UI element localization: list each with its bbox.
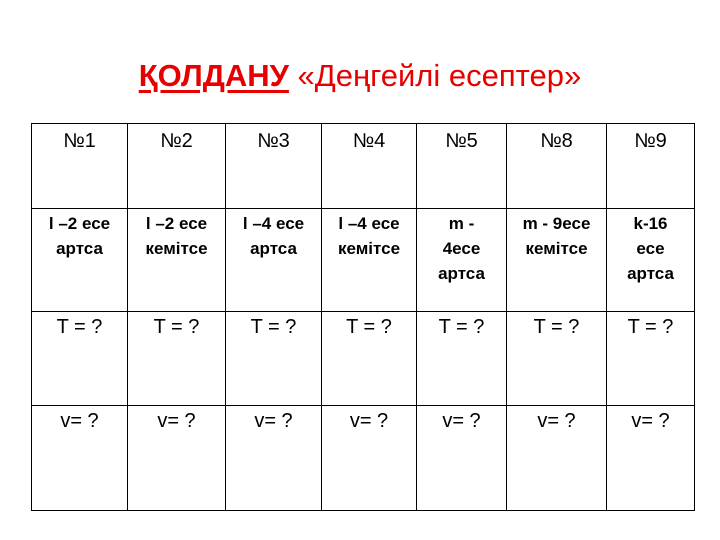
condition-line: l –2 есе	[48, 214, 111, 233]
velocity-cell: v= ?	[128, 406, 226, 511]
condition-line: артса	[56, 239, 103, 258]
period-cell: T = ?	[226, 312, 322, 406]
condition-line: l –4 есе	[242, 214, 305, 233]
velocity-cell: v= ?	[322, 406, 417, 511]
condition-line: l –4 есе	[338, 214, 400, 233]
condition-line: кемітсе	[525, 239, 588, 258]
condition-cell	[607, 209, 695, 312]
task-number-cell: №1	[32, 124, 128, 209]
condition-cell	[226, 209, 322, 312]
task-number-cell: №3	[226, 124, 322, 209]
condition-line: m -	[448, 214, 475, 233]
condition-line: артса	[627, 264, 674, 283]
condition-cell	[32, 209, 128, 312]
period-cell: T = ?	[322, 312, 417, 406]
condition-line: кемітсе	[145, 239, 208, 258]
task-number-cell: №2	[128, 124, 226, 209]
condition-line: артса	[438, 264, 485, 283]
velocity-cell: v= ?	[32, 406, 128, 511]
condition-line: кемітсе	[337, 239, 401, 258]
condition-cell	[417, 209, 507, 312]
task-number-row	[32, 124, 695, 209]
velocity-cell: v= ?	[507, 406, 607, 511]
condition-line: l –2 есе	[145, 214, 208, 233]
condition-cell	[322, 209, 417, 312]
period-cell: T = ?	[417, 312, 507, 406]
condition-cell	[507, 209, 607, 312]
condition-line: k-16	[633, 214, 668, 233]
period-cell: T = ?	[607, 312, 695, 406]
condition-line: артса	[250, 239, 297, 258]
condition-line: m - 9есе	[522, 214, 591, 233]
condition-row	[32, 209, 695, 312]
period-cell: T = ?	[32, 312, 128, 406]
task-number-cell: №9	[607, 124, 695, 209]
condition-cell	[128, 209, 226, 312]
title-subtitle: «Деңгейлі есептер»	[297, 58, 582, 93]
period-row	[32, 312, 695, 406]
velocity-cell: v= ?	[417, 406, 507, 511]
velocity-cell: v= ?	[226, 406, 322, 511]
velocity-row	[32, 406, 695, 511]
task-number-cell: №5	[417, 124, 507, 209]
condition-line: 4есе	[442, 239, 481, 258]
period-cell: T = ?	[128, 312, 226, 406]
title-keyword: ҚОЛДАНУ	[138, 58, 289, 93]
velocity-cell: v= ?	[607, 406, 695, 511]
task-number-cell: №4	[322, 124, 417, 209]
period-cell: T = ?	[507, 312, 607, 406]
task-number-cell: №8	[507, 124, 607, 209]
condition-line: есе	[636, 239, 665, 258]
tasks-table	[31, 123, 695, 511]
slide-title	[0, 58, 720, 94]
